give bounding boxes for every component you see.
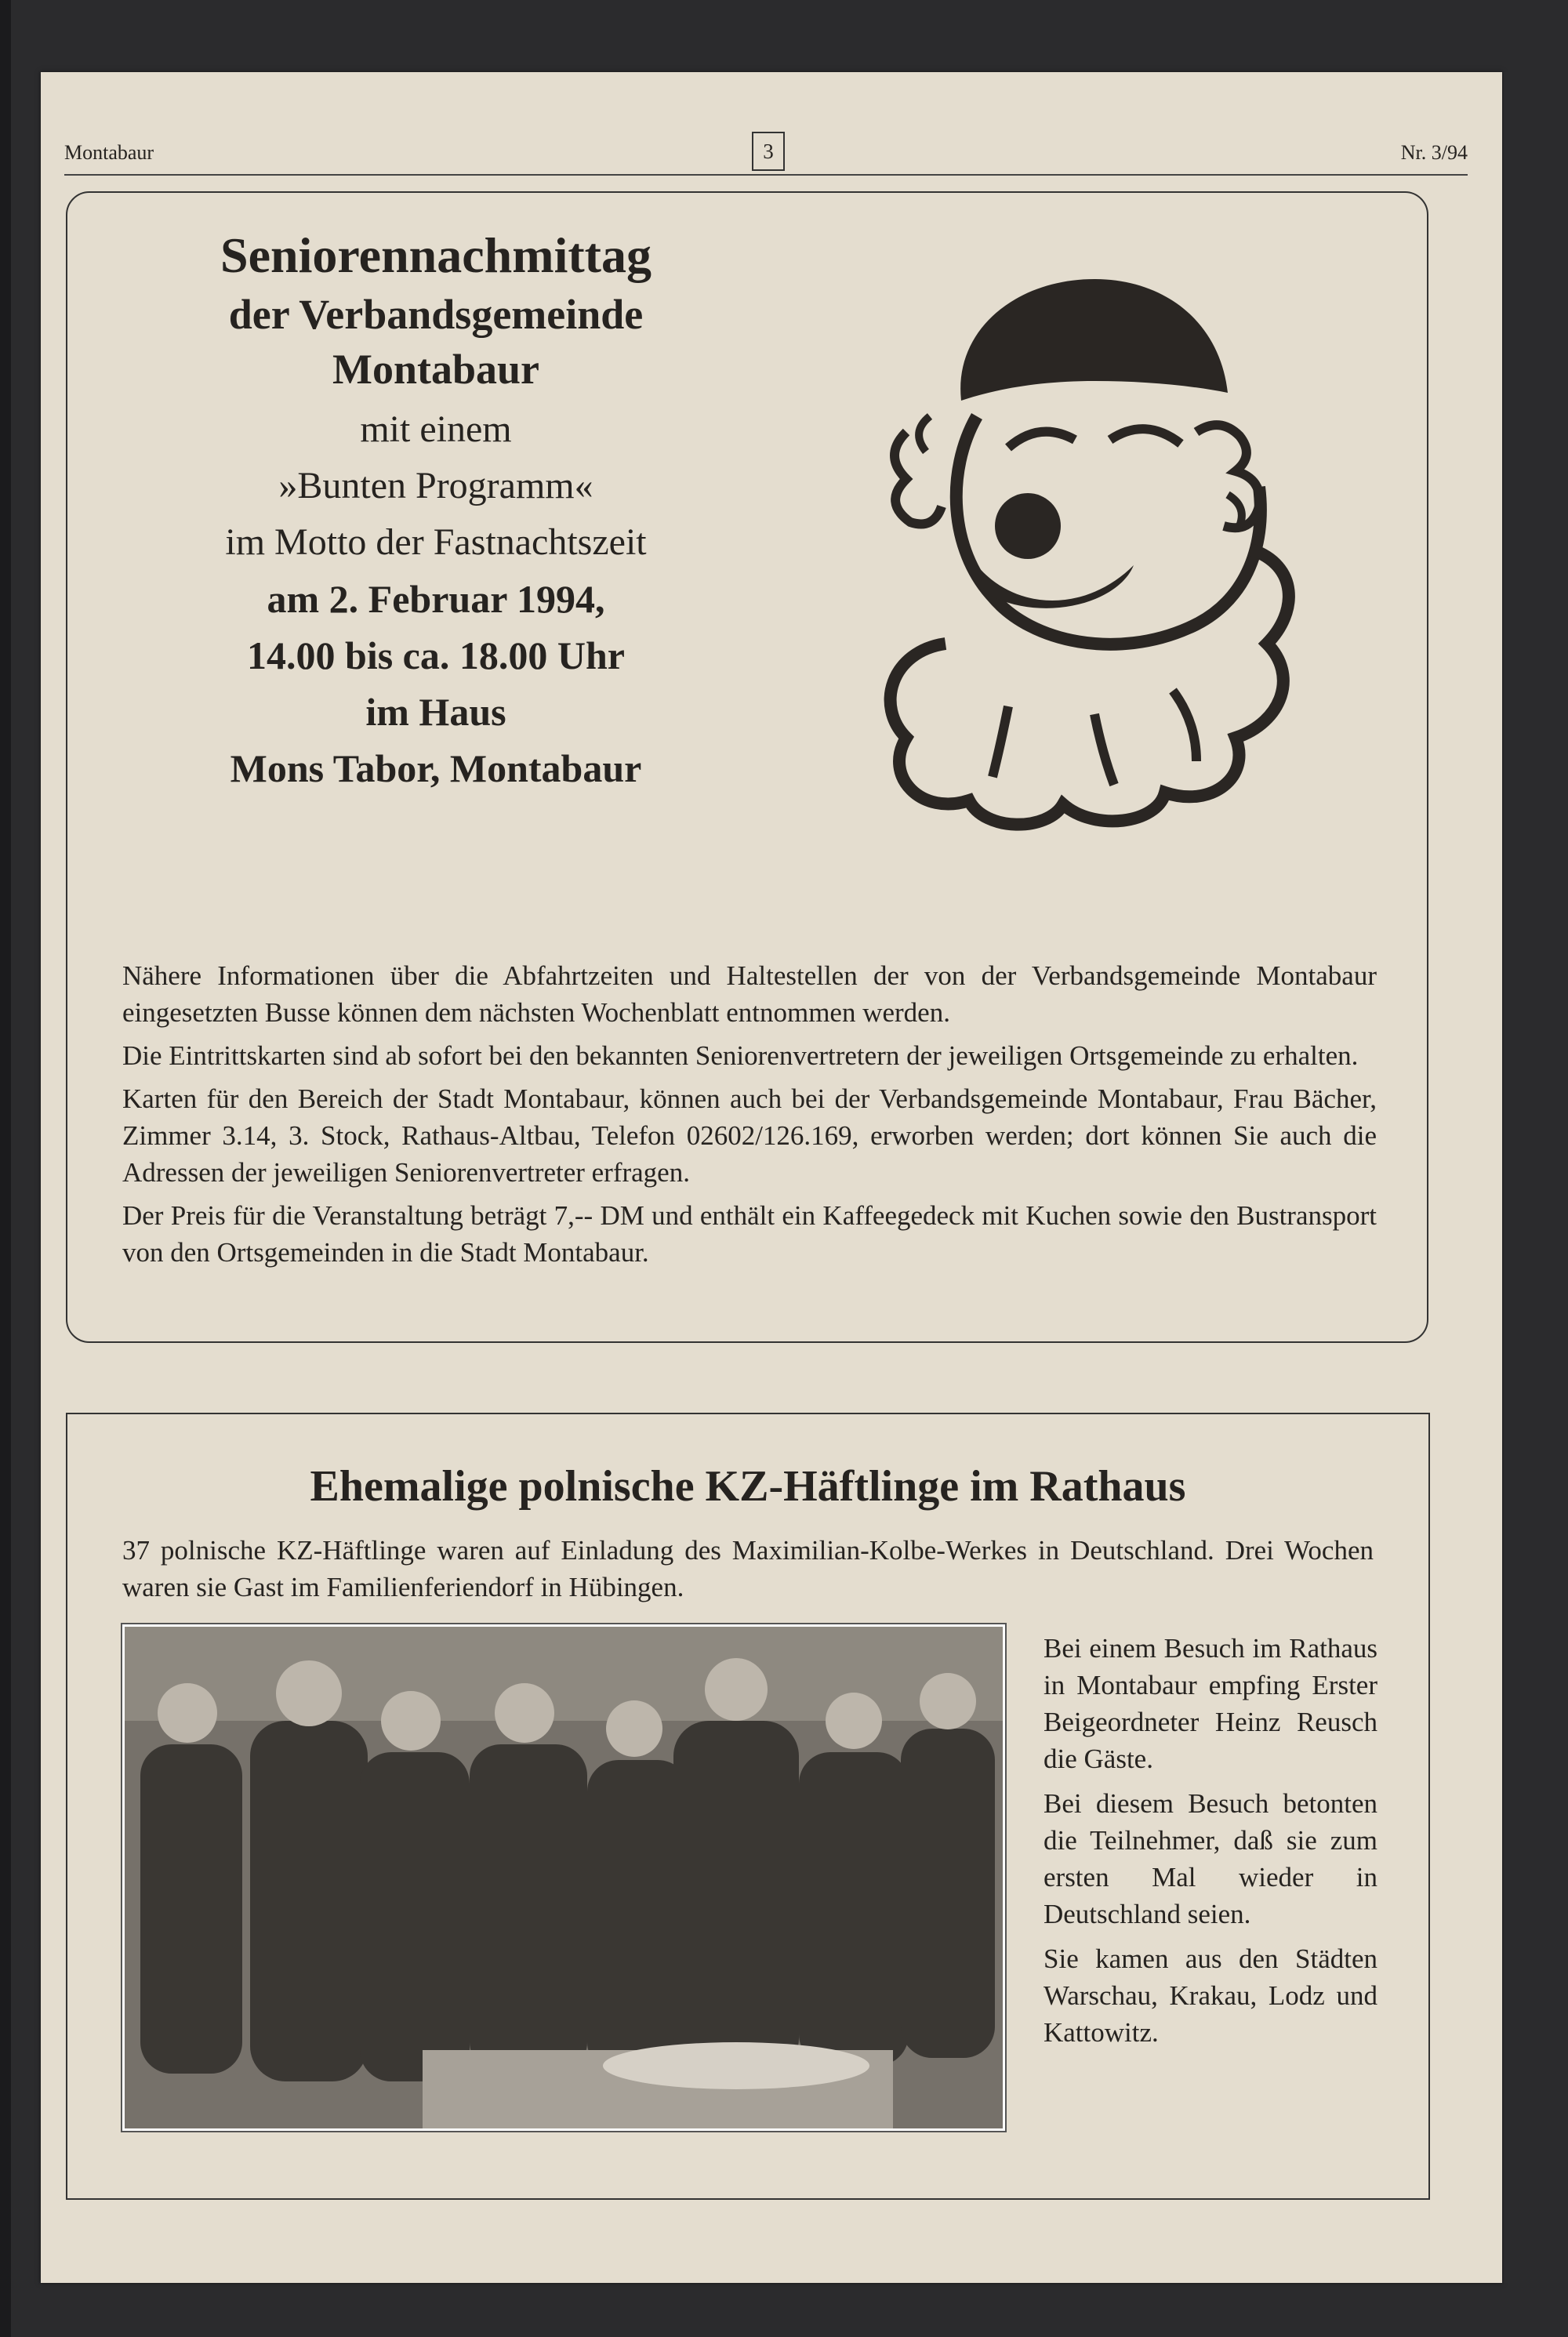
event-place-1: im Haus <box>365 690 506 734</box>
side-paragraph: Sie kamen aus den Städten Warschau, Krakau, Lodz und Kattowitz. <box>1044 1943 1377 2048</box>
group-photo <box>122 1624 1005 2131</box>
clown-illustration <box>859 236 1361 832</box>
event-info-text <box>122 957 1377 1277</box>
right-dark-margin <box>1504 72 1568 2283</box>
left-dark-strip <box>0 0 11 2337</box>
event-place-2: Mons Tabor, Montabaur <box>230 746 642 790</box>
event-line-3: im Motto der Fastnachtszeit <box>225 521 647 563</box>
header-town: Montabaur <box>64 141 154 164</box>
article-headline: Ehemalige polnische KZ-Häftlinge im Rathaus <box>310 1462 1186 1511</box>
event-date: am 2. Februar 1994, <box>267 577 605 621</box>
article-intro: 37 polnische KZ-Häftlinge waren auf Einladung des Maximilian-Kolbe-Werkes in Deutschland. Drei Wochen waren sie Gast im Familienferiendorf in Hübingen. <box>122 1535 1374 1602</box>
event-line-1: mit einem <box>360 408 512 450</box>
event-subtitle-1: der Verbandsgemeinde <box>228 291 644 338</box>
side-paragraph: Bei diesem Besuch betonten die Teilnehmer, daß sie zum ersten Mal wieder in Deutschland seien. <box>1044 1788 1377 1929</box>
newspaper-page <box>41 72 1502 2283</box>
event-announcement-box <box>66 191 1428 1343</box>
side-paragraph: Bei einem Besuch im Rathaus in Montabaur empfing Erster Beigeordneter Heinz Reusch die Gäste. <box>1044 1633 1377 1774</box>
info-paragraph: Der Preis für die Veranstaltung beträgt 7,-- DM und enthält ein Kaffeegedeck mit Kuchen sowie den Bustransport von den Ortsgemeinden in die Stadt Montabaur. <box>122 1200 1377 1268</box>
event-subtitle-2: Montabaur <box>332 346 539 393</box>
article-side-text <box>1044 1630 1377 2059</box>
info-paragraph: Nähere Informationen über die Abfahrtzeiten und Haltestellen der von der Verbandsgemeinde Montabaur eingesetzten Busse können dem nächsten Wochenblatt entnommen werden. <box>122 960 1377 1028</box>
event-line-2: »Bunten Programm« <box>278 465 593 506</box>
event-title: Seniorennachmittag <box>220 227 652 283</box>
event-time: 14.00 bis ca. 18.00 Uhr <box>247 633 625 677</box>
header-issue: Nr. 3/94 <box>1400 141 1468 164</box>
info-paragraph: Karten für den Bereich der Stadt Montabaur, können auch bei der Verbandsgemeinde Montabaur, Frau Bächer, Zimmer 3.14, 3. Stock, Rathaus-Altbau, Telefon 02602/126.169, erworben werden; dort können Sie auch die Adressen der jeweiligen Seniorenvertreter erfragen. <box>122 1083 1377 1188</box>
event-title-block <box>107 224 765 797</box>
header-page-number: 3 <box>752 132 785 171</box>
info-paragraph: Die Eintrittskarten sind ab sofort bei den bekannten Seniorenvertretern der jeweiligen Ortsgemeinde zu erhalten. <box>122 1040 1359 1071</box>
article-box <box>66 1413 1430 2200</box>
header-rule <box>64 174 1468 176</box>
running-header <box>64 141 1468 168</box>
